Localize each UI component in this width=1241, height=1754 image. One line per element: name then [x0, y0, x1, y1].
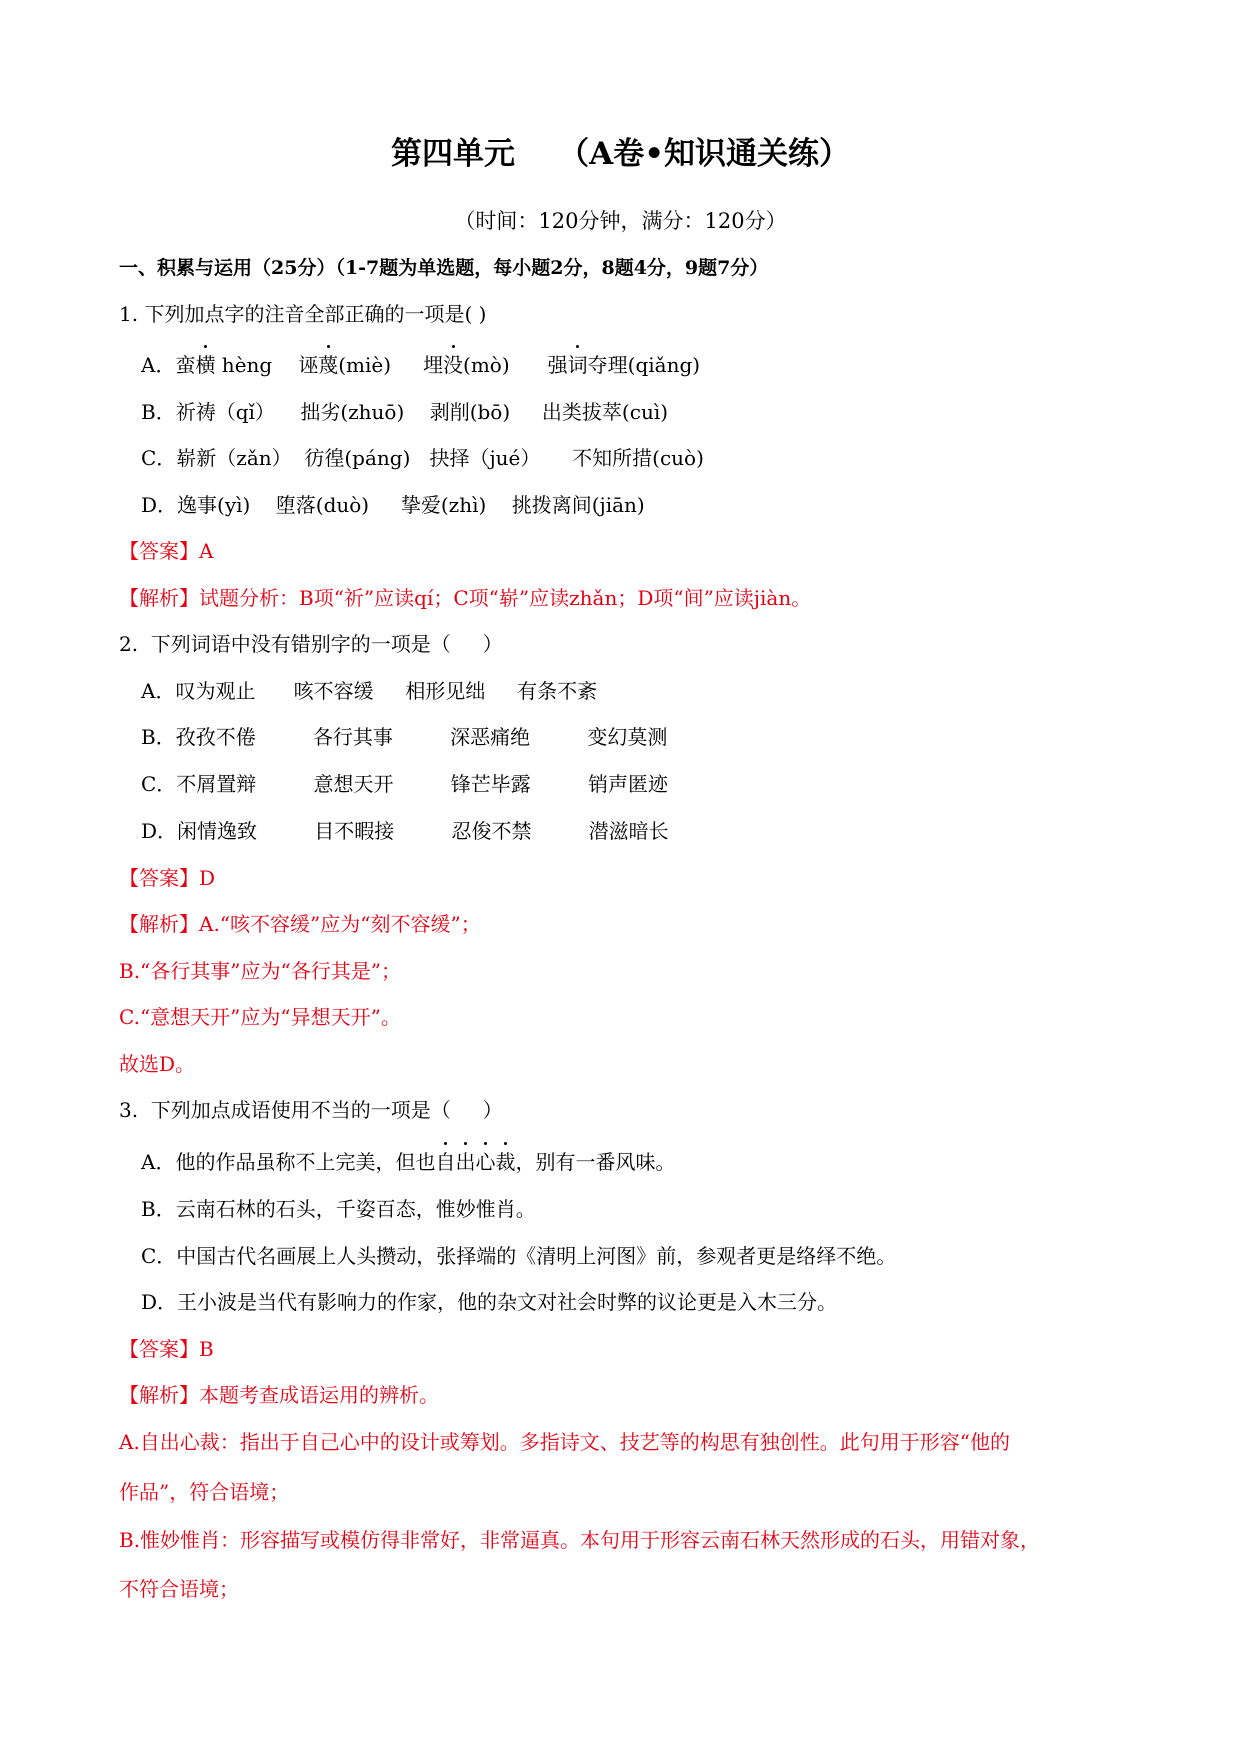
pinyin-text: hèng [215, 353, 273, 377]
question-1-answer: 【答案】A [119, 539, 214, 563]
question-1-option-c: C．崭新（zǎn） 彷徨(páng) 抉择（jué） 不知所措(cuò) [141, 446, 704, 470]
pinyin-text: 夺理(qiǎng) [587, 353, 701, 377]
exam-time-score: （时间：120分钟，满分：120分） [454, 209, 787, 233]
dotted-char: 自 [435, 1150, 456, 1174]
option-a-text-after: ，别有一番风味。 [515, 1150, 676, 1174]
question-3-analysis-line-4: B.惟妙惟肖：形容描写或模仿得非常好，非常逼真。本句用于形容云南石林天然形成的石头，用错对象， [119, 1528, 1041, 1552]
word-text: 埋 [423, 353, 444, 377]
word-text: 诬 [298, 353, 319, 377]
question-3-analysis-line-3: 作品”，符合语境； [119, 1480, 290, 1504]
question-3-answer: 【答案】B [119, 1337, 214, 1361]
dotted-char: 词 [567, 353, 588, 377]
question-2-option-a: A．叹为观止 咳不容缓 相形见绌 有条不紊 [141, 679, 598, 703]
dotted-char: 蔑 [318, 353, 339, 377]
question-1-option-b: B．祈祷（qǐ） 拙劣(zhuō) 剥削(bō) 出类拔萃(cuì) [141, 400, 669, 424]
question-3-option-b: B．云南石林的石头，千姿百态，惟妙惟肖。 [141, 1197, 536, 1221]
question-2-option-b: B．孜孜不倦 各行其事 深恶痛绝 变幻莫测 [141, 725, 668, 749]
question-1-analysis: 【解析】试题分析：B项“祈”应读qí；C项“崭”应读zhǎn；D项“间”应读jiàn。 [119, 586, 812, 610]
question-3-stem: 3. 下列加点成语使用不当的一项是（ ） [119, 1098, 503, 1122]
pinyin-text: (mò) [463, 353, 510, 377]
word-text: 蛮 [175, 353, 196, 377]
question-2-option-d: D．闲情逸致 目不暇接 忍俊不禁 潜滋暗长 [141, 819, 669, 843]
page-title: 第四单元 （A卷•知识通关练） [390, 136, 851, 172]
question-1-stem: 1. 下列加点字的注音全部正确的一项是( ) [119, 302, 487, 326]
question-2-analysis-line-3: C.“意想天开”应为“异想天开”。 [119, 1005, 401, 1029]
section-heading: 一、积累与运用（25分）（1-7题为单选题，每小题2分，8题4分，9题7分） [119, 257, 769, 279]
dotted-char: 心 [475, 1150, 496, 1174]
dotted-char: 裁 [495, 1150, 516, 1174]
dotted-char: 横 [195, 353, 216, 377]
question-2-analysis-line-2: B.“各行其事”应为“各行其是”； [119, 959, 401, 983]
question-3-analysis-line-2: A.自出心裁：指出于自己心中的设计或筹划。多指诗文、技艺等的构思有独创性。此句用于形容“他的 [119, 1430, 1011, 1454]
question-3-analysis-line-5: 不符合语境； [119, 1577, 239, 1601]
question-2-analysis-line-1: 【解析】A.“咳不容缓”应为“刻不容缓”； [119, 912, 481, 936]
question-1-option-a [141, 351, 700, 379]
question-3-option-d: D．王小波是当代有影响力的作家，他的杂文对社会时弊的议论更是入木三分。 [141, 1290, 838, 1314]
dotted-char: 出 [455, 1150, 476, 1174]
question-2-answer: 【答案】D [119, 866, 216, 890]
question-1-option-d: D．逸事(yì) 堕落(duò) 挚爱(zhì) 挑拨离间(jiān) [141, 493, 645, 517]
question-3-analysis-line-1: 【解析】本题考查成语运用的辨析。 [119, 1383, 439, 1407]
question-3-option-a [141, 1148, 675, 1176]
dotted-char: 没 [443, 353, 464, 377]
word-text: 强 [547, 353, 568, 377]
question-2-option-c: C．不屑置辩 意想天开 锋芒毕露 销声匿迹 [141, 772, 668, 796]
option-label: A． [141, 353, 176, 377]
question-3-option-c: C．中国古代名画展上人头攒动，张择端的《清明上河图》前，参观者更是络绎不绝。 [141, 1244, 897, 1268]
question-2-stem: 2. 下列词语中没有错别字的一项是（ ） [119, 632, 503, 656]
option-a-text-before: A．他的作品虽称不上完美，但也 [141, 1150, 436, 1174]
pinyin-text: (miè) [338, 353, 392, 377]
question-2-analysis-line-4: 故选D。 [119, 1052, 196, 1076]
